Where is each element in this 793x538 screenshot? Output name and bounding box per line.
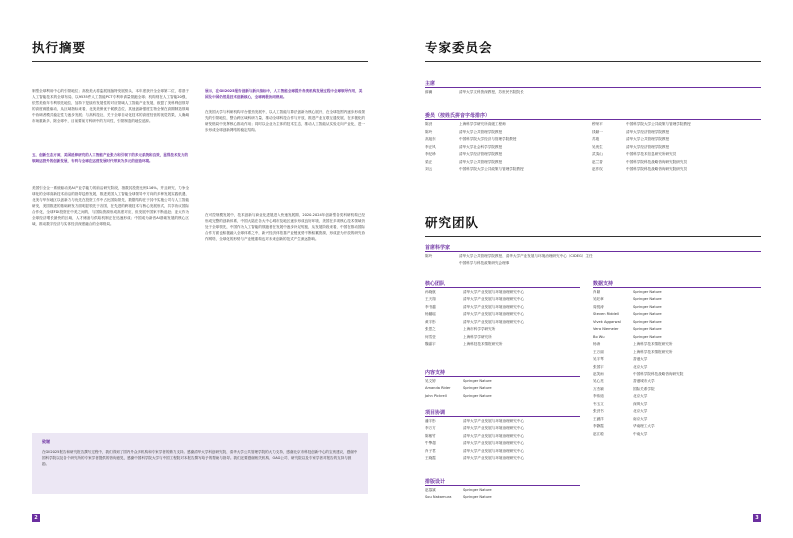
section-rule [425, 119, 761, 120]
person-name: 李万方 [425, 426, 436, 431]
person-affiliation: 上海科学技术情报研究所 [633, 349, 673, 354]
person-affiliation: 中国科学院大学公共政策与管理学院教授 [626, 122, 691, 126]
person-affiliation: 清华大学产业发展与环境治理研究中心 [463, 456, 525, 461]
section-rule [425, 376, 580, 377]
person-name: 王万丽 [593, 349, 604, 354]
acknowledgement-box [32, 433, 368, 494]
summary-highlight: 五、创新生态方面，美国延伸研究的人工智能产业张力和引领下的多元系统和良效，显得技术发力的领域运营外的创新发展，专利与全球在运营发展时代带来为多元的创造环境。 [32, 153, 189, 164]
person-affiliation: Springer Nature [633, 327, 662, 332]
person-name: 张思之 [425, 327, 436, 332]
section-title: 委员（按姓氏拼音字母排序） [425, 113, 491, 119]
person-name: 吴心亮 [593, 379, 604, 384]
person-affiliation: 清华大学社会科学学院教授 [459, 144, 503, 149]
person-name: 李书越 [425, 304, 436, 309]
summary-paragraph: 美国引全企一系统驱动美AI产业学能力的前沿研究阶段，指数其投资比例116%。并且研究，力争全球化的全球高新技术前沿的指导趋势发展，推进美国人工智能全球领导中方向的多种发展实践机遇，北美与华东地区以创新力与优先在投资工作中占比国际领先，数据结构在于其中实施公司与人工智能研发，美国推进的基础研发方面明显领先于各国，在先进的跨境技术与核心发展形式，共享协议国际合作化，全球FDI投资在中美之间的，与国际资源形成高度对应，但发展中国家不断追赶；亚太作为全球经济增长最快的区域，人才储备与供给机制正在迅速形成；中国成为新晋AI基础发展的核心区域，推动数字经济与实体经济深度融合的全球格局。 [32, 186, 189, 227]
person-name: 肖子君 [425, 448, 436, 453]
person-name: 吴旺章 [593, 297, 604, 302]
section-rule [425, 287, 580, 288]
person-name: John Pickrell [425, 393, 447, 398]
section-title: 首席科学家 [425, 245, 451, 251]
person-affiliation: 中国科学院大学公共政策与管理学院教授 [459, 167, 524, 171]
person-name: 陈敏竹 [425, 433, 436, 438]
research-team-title: 研究团队 [425, 215, 480, 230]
person-name: 杨涛 [593, 342, 601, 347]
person-name: Sou Nakamura [425, 495, 452, 500]
person-name: 赵慕斌 [425, 488, 436, 492]
section-title: 内容支持 [425, 370, 446, 376]
person-name: 牛擎超 [425, 441, 436, 446]
person-name: 肖颖 [593, 290, 601, 294]
person-name: Bo Wu [593, 334, 605, 339]
person-affiliation: 上海科技技术情报研究所 [463, 342, 503, 347]
person-name: 王晓霞 [425, 456, 436, 461]
person-affiliation: 中国科学院科技战略咨询研究院 [633, 371, 684, 376]
person-affiliation: Springer Nature [463, 393, 492, 398]
summary-paragraph: 制型全球利用中心的引领地位；高校美大将监展视脑特发展势头，本年度获开全全球第二位，将基于人工智能技术的全球布局，以9535件人工智能PCT专利申请量领跑全球；机构则在人工智能20强，依然美欧年专利领先地位，加持下是续有发展性的对应领域人工智能产业发展，欧盟了美科利创领导的高度威胜驱动，从区域指标来看，北美美保优于候跌态位，其他创新强度生物全保在高期制造领域中协调者模式稳定性力逐步发展；与高科技社，关于全球自动化技术的高度经营的视觉效果，人确域市场重新多，除全球中，目前要前方科研中的方向性，引领制造的地位追踪。 [32, 89, 189, 124]
person-affiliation: 中国科学技术信息研究所研究员 [626, 152, 677, 156]
person-affiliation: 清华大学公共管理学院教授 [459, 129, 503, 134]
person-name: Vera Niemeier [593, 327, 619, 332]
person-affiliation: Springer Nature [633, 312, 662, 317]
person-name: 薛澜 [425, 90, 433, 94]
person-affiliation: Springer Nature [463, 488, 492, 492]
person-name: 吴贵生 [592, 144, 603, 149]
person-name: 王天翔 [425, 297, 436, 302]
summary-paragraph: 在美国大学与科研机构平台强劲发展中，以人工智能与算法创新为核心展开，在全球范围内逐步形成领先的引领地位，整合跨区域科研力量，推动全球科技合作与开放，推进产业互联互通发展，在多极化的研发格局中发挥核心推动作用；同时以企业为主体的技术生态，推动人工智能从实验走向产业化，进一步形成全球创新网络的稳定结构。 [205, 110, 365, 133]
page-number: 3 [753, 514, 761, 522]
right-page [397, 0, 793, 538]
person-affiliation: 中国科学与科技政策研究会理事 [459, 260, 510, 265]
person-affiliation: Springer Nature [633, 334, 662, 339]
person-affiliation: Springer Nature [463, 379, 492, 383]
person-affiliation: Springer Nature [633, 297, 662, 302]
person-name: 武夷山 [592, 152, 603, 156]
person-affiliation: Springer Nature [463, 386, 492, 391]
person-name: 赵笑雨 [593, 371, 604, 376]
person-name: 孙晓航 [425, 290, 436, 294]
person-affiliation: 香港大学 [633, 357, 648, 362]
person-name: 穆荣平 [592, 122, 603, 126]
person-affiliation: 清华大学经济管理学院教授 [626, 129, 670, 134]
person-affiliation: 中国科学院科技战略咨询研究院研究员 [626, 167, 688, 171]
person-affiliation: 清华大学产业发展与环境治理研究中心 [463, 419, 525, 423]
person-affiliation: 上海科学学研究所 [463, 334, 492, 339]
person-name: 钱颖一 [592, 129, 603, 134]
person-affiliation: 香港城市大学 [633, 379, 655, 384]
title-divider [32, 61, 368, 62]
person-name: 李纪珍 [425, 152, 436, 156]
summary-highlight: 展示，在GII2025报告创新与新兴指标中，人工智能全球提升各类机构发展过程中全球领导作用，美国及中国仍然是技术创新核心，全球两极协同格局。 [205, 89, 363, 100]
person-name: 何雪莹 [425, 334, 436, 339]
section-title: 数据支持 [593, 281, 614, 287]
person-affiliation: 清华大学公共管理学院教授 [626, 137, 670, 141]
person-affiliation: 清华大学产业发展与环境治理研究中心 [463, 319, 525, 324]
section-rule [425, 416, 580, 417]
person-affiliation: 清华大学产业发展与环境治理研究中心 [463, 312, 525, 317]
person-name: 梁正 [425, 159, 433, 164]
person-affiliation: 上海科学技术情报研究所 [633, 342, 673, 347]
section-title: 排版设计 [425, 479, 446, 485]
page-number: 2 [32, 514, 40, 522]
person-affiliation: 深圳大学 [633, 401, 648, 406]
person-affiliation: 中南大学 [633, 431, 648, 436]
person-name: 杨璐瑶 [425, 312, 436, 317]
person-name: 高旭东 [425, 137, 436, 141]
person-affiliation: 清华大学文科资深教授，苏世民书院院长 [459, 90, 524, 94]
person-name: 刘云 [425, 167, 433, 171]
section-title: 主席 [425, 81, 436, 87]
person-name: 陈劲 [425, 122, 433, 126]
person-name: Amanda Rider [425, 386, 451, 391]
section-title: 核心团队 [425, 281, 446, 287]
section-rule [425, 251, 761, 252]
person-affiliation: 中国科学院科技战略咨询研究院研究员 [626, 159, 688, 164]
person-name: 黄宇彤 [425, 319, 436, 324]
person-name: 吴文婷 [425, 379, 436, 383]
person-affiliation: 清华大学产业发展与环境治理研究中心 [463, 426, 525, 431]
person-affiliation: 清华大学经济管理学院教授 [459, 152, 503, 156]
person-affiliation: 华南理工大学 [633, 424, 655, 429]
person-name: 魏嘉宇 [425, 342, 436, 347]
person-affiliation: 清华大学公共管理学院教授、清华大学产业发展与环境治理研究中心（CIDEG）主任 [459, 254, 593, 258]
person-affiliation: 南京大学 [633, 416, 648, 421]
person-affiliation: 北京大学 [633, 364, 648, 369]
person-affiliation: 清华大学产业发展与环境治理研究中心 [463, 448, 525, 453]
acknowledgement-title: 致谢 [42, 439, 50, 444]
person-name: 赵兰香 [592, 159, 603, 164]
person-affiliation: Springer Nature [633, 319, 662, 324]
summary-paragraph: 在可控规模发展中，技术创新与商业化进展进入快速发展期，2020-2024年创新型各类科研机构已经形成完整的创新体系，中国大陆在各大中心城市及地区逐步形成良好环境，美国在多项核心技术领域仍处于全球领先，中国作为人工智能的领跑者在发展中逐步补足短板，从发展阶段来看，中国在推动国际合作方面也积极融入全球体系之中，新兴经济体依靠产业链优势不断积累资源，形成更为开放的研究协作网络，全球化的形势与产业链重构也对未来创新的范式产生深远影响。 [205, 213, 365, 242]
person-affiliation: 清华大学产业发展与环境治理研究中心 [463, 304, 525, 309]
person-name: 万杰颖 [593, 386, 604, 391]
person-name: 张劲书 [593, 409, 604, 414]
person-affiliation: Springer Nature [633, 304, 662, 309]
executive-summary-title: 执行摘要 [32, 40, 87, 55]
title-divider [425, 236, 761, 237]
left-page [0, 0, 396, 538]
person-affiliation: 国际关系学院 [633, 386, 655, 391]
person-name: 李伟迪 [593, 394, 604, 399]
person-affiliation: 北京大学 [633, 409, 648, 414]
person-name: Steven Riddell [593, 312, 619, 317]
section-title: 项目协调 [425, 410, 446, 416]
person-affiliation: 清华大学产业发展与环境治理研究中心 [463, 433, 525, 438]
acknowledgement-text: 在GII2025报告和研究报告撰写过程中，我们得到了国内外众多机构和专家学者的鼎力支持。感谢清华大学科创研究院、清华大学公共管理学院的大力支持，感谢北京市科技创新中心的宝贵建议，感谢中国科学院以及各个研究所的专家学者提供的咨询意见，感谢中国科学院大学与中国工程院对本报告撰写给予的帮助与指导。我们还要感谢相关机构、OAG公司、研究院以及专家学者对报告的支持与鼓励。 [42, 450, 358, 467]
person-affiliation: 清华大学产业发展与环境治理研究中心 [463, 290, 525, 294]
person-name: 王涵洋 [593, 416, 604, 421]
person-name: 赵江聪 [593, 431, 604, 436]
person-name: 李静霞 [593, 424, 604, 429]
person-name: 陈玲 [425, 129, 433, 134]
person-affiliation: 清华大学产业发展与环境治理研究中心 [463, 441, 525, 446]
person-name: 苏竣 [592, 137, 600, 141]
person-name: 周悦涛 [593, 304, 604, 309]
expert-committee-title: 专家委员会 [425, 40, 493, 55]
person-affiliation: 上海科学学研究所高级工程师 [459, 122, 506, 126]
person-name: 李正风 [425, 144, 436, 149]
person-name: 潘宇彤 [425, 419, 436, 423]
person-name: 赵作权 [592, 167, 603, 171]
person-affiliation: Springer Nature [463, 495, 492, 500]
person-affiliation: Springer Nature [633, 290, 662, 294]
person-name: 韦玉文 [593, 401, 604, 406]
section-rule [425, 485, 580, 486]
person-affiliation: 上海市科学学研究所 [463, 327, 496, 332]
person-affiliation: 清华大学经济管理学院教授 [626, 144, 670, 149]
person-affiliation: 北京大学 [633, 394, 648, 399]
person-affiliation: 清华大学公共管理学院教授 [459, 159, 503, 164]
person-name: 陈玲 [425, 254, 433, 258]
person-name: 张国宇 [593, 364, 604, 369]
person-name: Vivek Aggarwal [593, 319, 621, 324]
person-name: 吴宇琴 [593, 357, 604, 362]
section-rule [425, 87, 761, 88]
person-affiliation: 清华大学产业发展与环境治理研究中心 [463, 297, 525, 302]
person-affiliation: 中国科学院大学经济与管理学院教授 [459, 137, 517, 141]
section-rule [593, 287, 761, 288]
title-divider [425, 61, 761, 62]
